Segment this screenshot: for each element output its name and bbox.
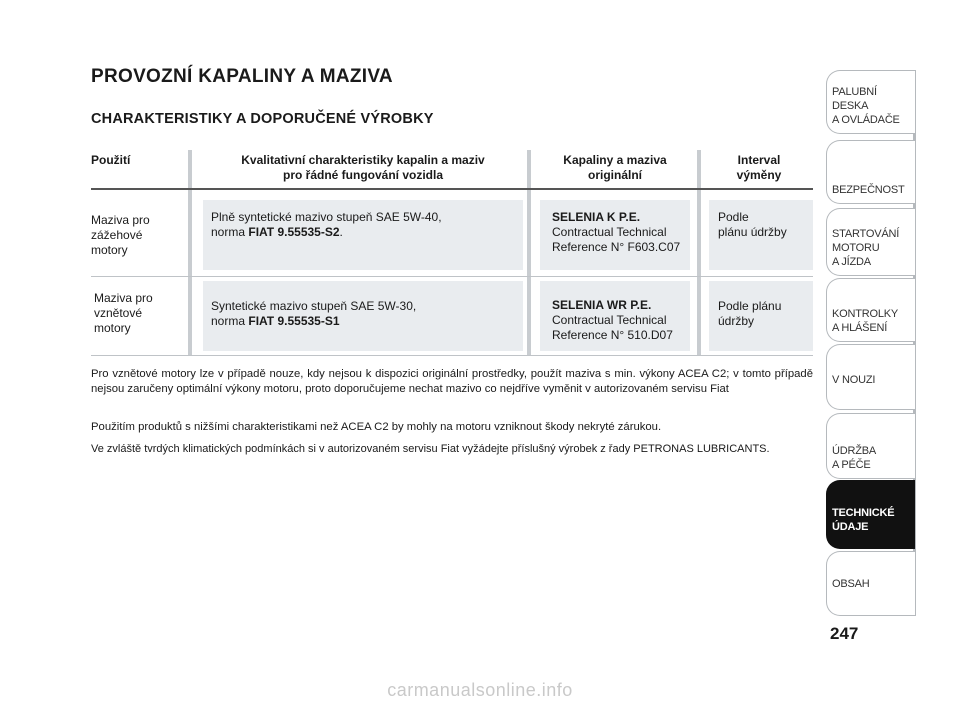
row-divider bbox=[91, 276, 813, 277]
header-interval-line1: Interval bbox=[737, 153, 781, 167]
product-line: Reference N° F603.C07 bbox=[552, 240, 681, 254]
product-line: Reference N° 510.D07 bbox=[552, 328, 673, 342]
quality-norm bbox=[211, 314, 416, 329]
tab-kontrolky[interactable] bbox=[826, 278, 915, 342]
table-row-2-interval bbox=[718, 299, 781, 329]
quality-line: Syntetické mazivo stupeň SAE 5W-30, bbox=[211, 299, 417, 313]
use-line: vznětové bbox=[94, 306, 143, 320]
tab-label: V NOUZI bbox=[832, 374, 876, 386]
quality-norm bbox=[211, 225, 442, 240]
norm-prefix: norma bbox=[211, 314, 249, 328]
tab-label: BEZPEČNOST bbox=[832, 184, 905, 196]
note-paragraph-3: Ve zvláště tvrdých klimatických podmínkách si v autorizovaném servisu Fiat vyžádejte příslušný výrobek z řady PETRONAS LUBRICANTS. bbox=[91, 443, 770, 455]
quality-line: Plně syntetické mazivo stupeň SAE 5W-40, bbox=[211, 210, 442, 224]
column-separator bbox=[188, 150, 192, 355]
tab-startovani[interactable] bbox=[826, 208, 915, 276]
table-row-2-quality bbox=[211, 299, 416, 329]
column-separator bbox=[697, 150, 701, 355]
table-row-1-interval bbox=[718, 210, 787, 240]
tab-label: ÚDRŽBA A PÉČE bbox=[832, 445, 877, 471]
tab-bezpecnost[interactable] bbox=[826, 140, 915, 204]
tab-technicke-udaje[interactable] bbox=[826, 480, 915, 549]
tab-obsah[interactable] bbox=[826, 551, 915, 616]
header-interval bbox=[706, 153, 812, 183]
header-quality bbox=[203, 153, 523, 183]
tab-label: TECHNICKÉ ÚDAJE bbox=[832, 507, 895, 533]
interval-line: údržby bbox=[718, 314, 755, 328]
tab-label: KONTROLKY A HLÁŠENÍ bbox=[832, 308, 899, 334]
header-fluids bbox=[540, 153, 690, 183]
header-quality-line1: Kvalitativní charakteristiky kapalin a maziv bbox=[241, 153, 485, 167]
header-interval-line2: výměny bbox=[736, 168, 782, 182]
watermark: carmanualsonline.info bbox=[387, 680, 573, 700]
page-number: 247 bbox=[830, 624, 859, 643]
use-line: Maziva pro bbox=[94, 291, 153, 305]
tab-label: STARTOVÁNÍ MOTORU A JÍZDA bbox=[832, 228, 900, 268]
table-bottom-rule bbox=[91, 355, 813, 356]
use-line: Maziva pro bbox=[91, 213, 150, 227]
product-line: Contractual Technical bbox=[552, 225, 667, 239]
header-fluids-line1: Kapaliny a maziva bbox=[563, 153, 667, 167]
column-separator bbox=[527, 150, 531, 355]
tab-v-nouzi[interactable] bbox=[826, 344, 915, 410]
norm-code: FIAT 9.55535-S2 bbox=[248, 225, 340, 239]
interval-line: plánu údržby bbox=[718, 225, 787, 239]
note-paragraph-2: Použitím produktů s nižšími charakteristikami než ACEA C2 by mohly na motoru vzniknout škody nekryté zárukou. bbox=[91, 421, 662, 433]
table-row-2-use bbox=[94, 291, 153, 336]
table-row-1-quality bbox=[211, 210, 442, 240]
use-line: motory bbox=[91, 243, 128, 257]
section-subtitle: CHARAKTERISTIKY A DOPORUČENÉ VÝROBKY bbox=[91, 111, 434, 127]
use-line: zážehové bbox=[91, 228, 143, 242]
interval-line: Podle bbox=[718, 210, 749, 224]
header-use: Použití bbox=[91, 153, 131, 167]
tab-palubni-deska[interactable] bbox=[826, 70, 915, 134]
norm-suffix: . bbox=[339, 225, 343, 239]
page-title: PROVOZNÍ KAPALINY A MAZIVA bbox=[91, 66, 393, 87]
table-row-1-use bbox=[91, 213, 150, 258]
note-paragraph-1: Pro vznětové motory lze v případě nouze, kdy nejsou k dispozici originální prostředky, použít maziva s min. výkony ACEA C2; v tomto případě nejsou zaručeny optimální výkony motoru, proto doporučujeme nechat mazivo co nejdříve vyměnit v autorizovaném servisu Fiat bbox=[91, 368, 813, 395]
norm-code: FIAT 9.55535-S1 bbox=[248, 314, 340, 328]
product-name: SELENIA K P.E. bbox=[552, 210, 641, 224]
tab-label: PALUBNÍ DESKA A OVLÁDAČE bbox=[832, 86, 900, 126]
norm-prefix: norma bbox=[211, 225, 249, 239]
use-line: motory bbox=[94, 321, 131, 335]
header-quality-line2: pro řádné fungování vozidla bbox=[282, 168, 443, 182]
header-rule bbox=[91, 188, 813, 190]
tab-label: OBSAH bbox=[832, 578, 870, 590]
interval-line: Podle plánu bbox=[718, 299, 782, 313]
product-name: SELENIA WR P.E. bbox=[552, 298, 652, 312]
product-line: Contractual Technical bbox=[552, 313, 667, 327]
table-row-2-product bbox=[552, 298, 673, 343]
tab-udrzba[interactable] bbox=[826, 413, 915, 479]
table-row-1-product bbox=[552, 210, 680, 255]
header-fluids-line2: originální bbox=[588, 168, 642, 182]
